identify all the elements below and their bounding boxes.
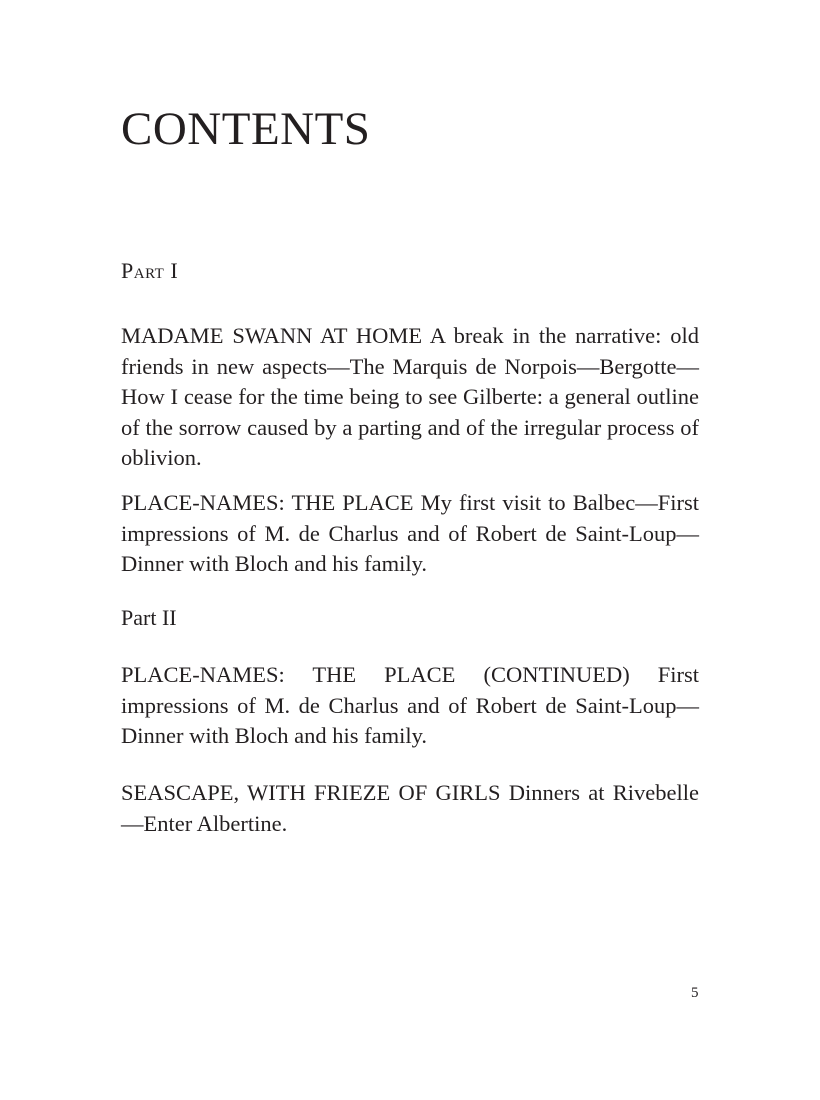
contents-entry-place-names-continued: PLACE-NAMES: THE PLACE (CONTINUED) First impressions of M. de Charlus and of Robert de Saint-Loup—Dinner with Bloch and his family. (121, 662, 699, 748)
part-heading-1: Part I (121, 258, 179, 283)
page-title: CONTENTS (121, 103, 371, 155)
contents-entry-madame-swann: MADAME SWANN AT HOME A break in the narrative: old friends in new aspects—The Marquis de Norpois—Bergotte—How I cease for the time being to see Gilberte: a general outline of the sorrow caused by a parting and of the irregular process of oblivion. (121, 323, 699, 470)
contents-entry-seascape: SEASCAPE, WITH FRIEZE OF GIRLS Dinners at Rivebelle—Enter Albertine. (121, 780, 699, 836)
page-number: 5 (691, 985, 699, 1001)
contents-entry-place-names: PLACE-NAMES: THE PLACE My first visit to Balbec—First impressions of M. de Charlus and of Robert de Saint-Loup—Dinner with Bloch and his family. (121, 490, 699, 576)
part-heading-2: Part II (121, 605, 177, 630)
